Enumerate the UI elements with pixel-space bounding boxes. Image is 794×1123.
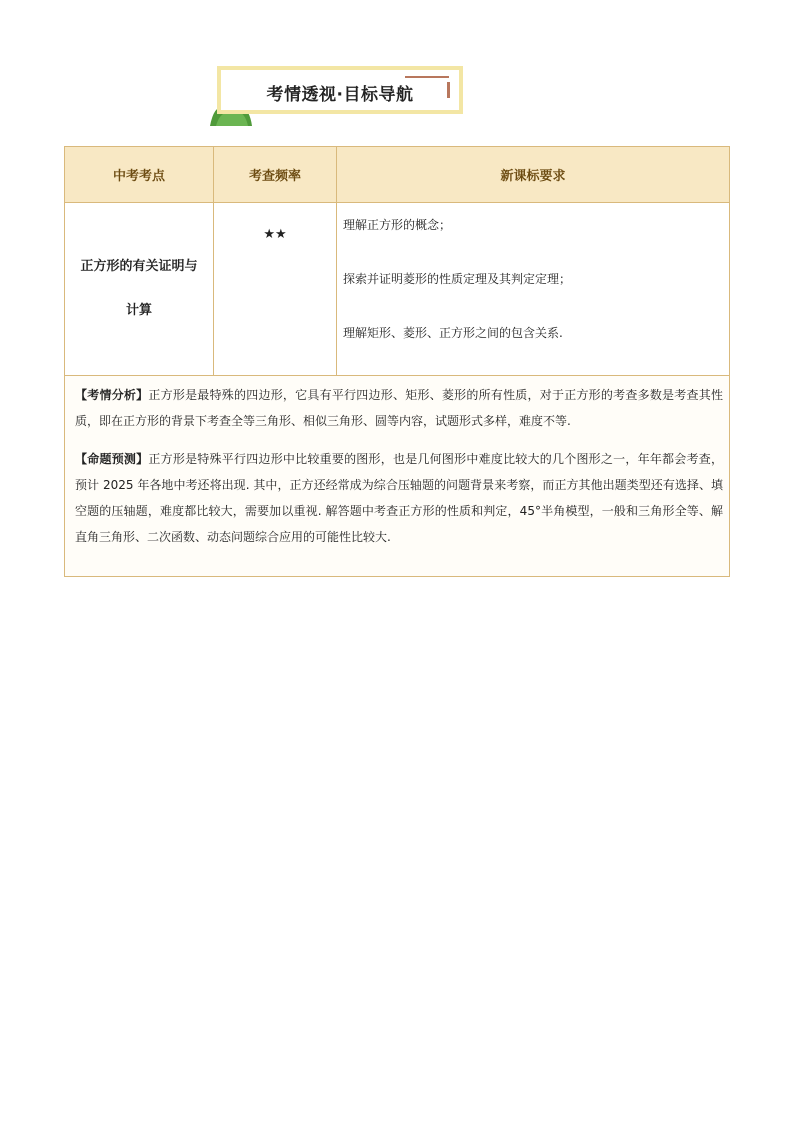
banner-frame — [217, 66, 463, 114]
frequency-stars: ★★ — [214, 203, 337, 376]
banner-decoration-bar — [447, 82, 450, 98]
analysis-paragraph — [75, 382, 723, 434]
requirement-item: 理解正方形的概念； — [343, 218, 452, 232]
exam-point-cell — [65, 203, 214, 376]
header-exam-point: 中考考点 — [65, 147, 214, 203]
analysis-text: 正方形是最特殊的四边形，它具有平行四边形、矩形、菱形的所有性质，对于正方形的考查多数是考查其性质，即在正方形的背景下考查全等三角形、相似三角形、圆等内容，试题形式多样，难度不等. — [75, 388, 723, 428]
header-requirements: 新课标要求 — [337, 147, 730, 203]
analysis-cell — [65, 376, 730, 577]
prediction-text: 正方形是特殊平行四边形中比较重要的图形，也是几何图形中难度比较大的几个图形之一，年年都会考查，预计 2025 年各地中考还将出现. 其中，正方还经常成为综合压轴题的问题背景来考察，而正方其他出题类型还有选择、填空题的压轴题，难度都比较大，需要加以重视. 解答题中考查正方形的性质和判定，45°半角模型，一般和三角形全等、解直角三角形、二次函数、动态问题综合应用的可能性比较大. — [75, 452, 723, 544]
section-banner — [208, 66, 470, 126]
exam-table — [64, 146, 730, 577]
analysis-label: 【考情分析】 — [75, 388, 149, 402]
table-header-row — [65, 147, 730, 203]
banner-title: 考情透视·目标导航 — [266, 85, 414, 105]
requirement-item: 理解矩形、菱形、正方形之间的包含关系. — [343, 326, 563, 340]
exam-point-line-2: 计算 — [125, 303, 152, 318]
prediction-label: 【命题预测】 — [75, 452, 149, 466]
table-row — [65, 203, 730, 376]
header-frequency: 考查频率 — [214, 147, 337, 203]
prediction-paragraph — [75, 446, 723, 550]
requirements-cell — [337, 203, 730, 376]
analysis-row — [65, 376, 730, 577]
exam-point-line-1: 正方形的有关证明与 — [80, 259, 198, 274]
banner-decoration-line — [405, 76, 449, 78]
requirement-item: 探索并证明菱形的性质定理及其判定定理； — [343, 272, 572, 286]
